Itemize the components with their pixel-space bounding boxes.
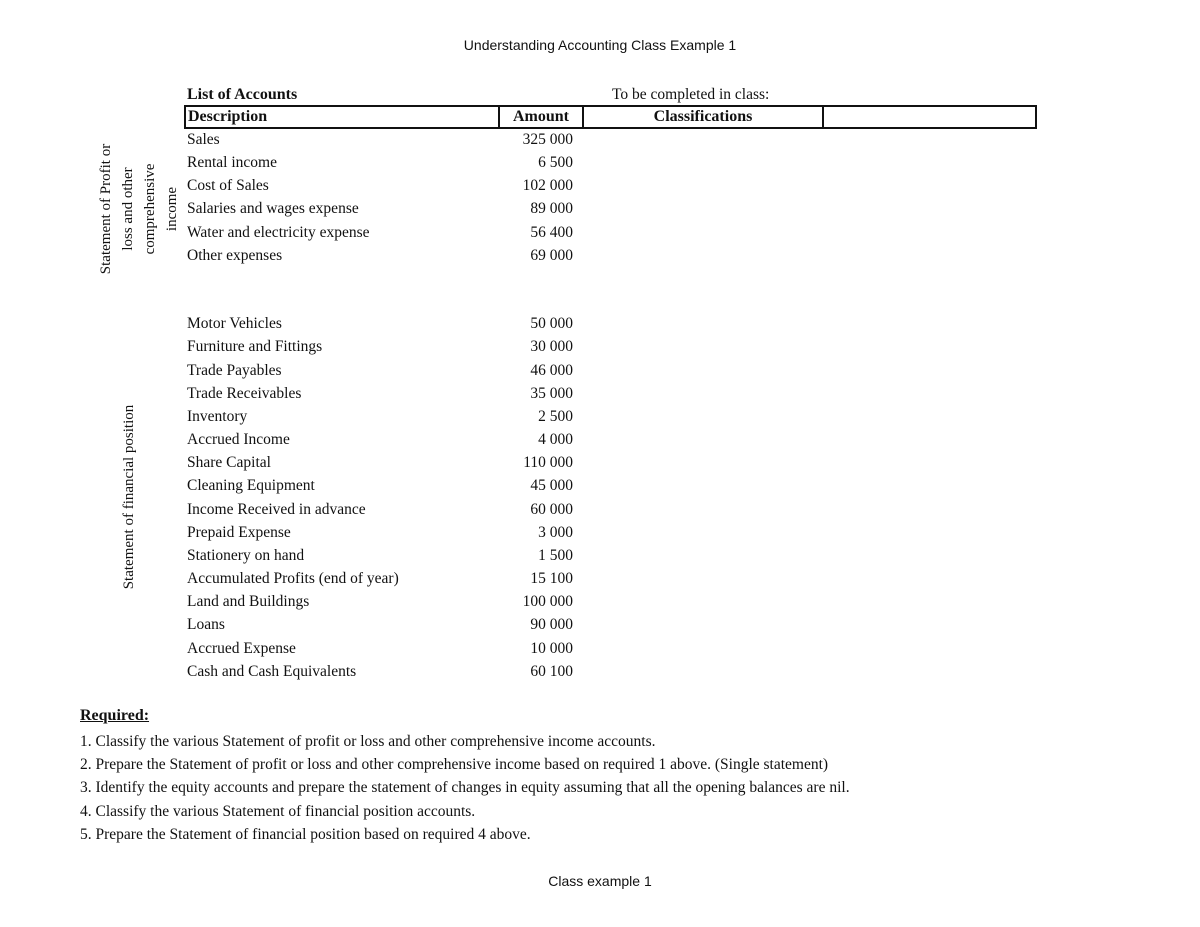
account-description: Rental income xyxy=(187,154,277,171)
account-amount: 102 000 xyxy=(522,177,573,194)
account-amount: 110 000 xyxy=(523,454,573,471)
table-row xyxy=(187,129,587,151)
account-description: Trade Payables xyxy=(187,362,282,379)
page-header-title: Understanding Accounting Class Example 1 xyxy=(463,37,737,53)
account-description: Prepaid Expense xyxy=(187,524,291,541)
account-amount: 325 000 xyxy=(522,131,573,148)
account-amount: 4 000 xyxy=(538,431,573,448)
table-row xyxy=(187,198,587,220)
account-description: Stationery on hand xyxy=(187,547,305,564)
table-row xyxy=(187,591,587,613)
account-amount: 90 000 xyxy=(530,616,573,633)
required-item: 2. Prepare the Statement of profit or loss and other comprehensive income based on required 1 above. (Single statement) xyxy=(80,756,829,774)
account-description: Accumulated Profits (end of year) xyxy=(187,570,399,587)
column-header-extra xyxy=(824,107,1035,127)
account-amount: 6 500 xyxy=(538,154,573,171)
account-description: Cost of Sales xyxy=(187,177,269,194)
account-amount: 1 500 xyxy=(538,547,573,564)
table-row xyxy=(187,614,587,636)
account-description: Motor Vehicles xyxy=(187,315,282,332)
to-be-completed-note: To be completed in class: xyxy=(612,86,770,103)
account-description: Trade Receivables xyxy=(187,385,302,402)
table-row xyxy=(187,222,587,244)
column-header-classifications: Classifications xyxy=(584,107,824,127)
table-row xyxy=(187,638,587,660)
table-row xyxy=(187,336,587,358)
table-row xyxy=(187,383,587,405)
account-amount: 46 000 xyxy=(530,362,573,379)
required-item: 5. Prepare the Statement of financial position based on required 4 above. xyxy=(80,825,531,843)
table-row xyxy=(187,499,587,521)
column-header-description: Description xyxy=(186,107,500,127)
side-label-line: comprehensive xyxy=(142,163,158,255)
table-row xyxy=(187,406,587,428)
table-row xyxy=(187,175,587,197)
account-amount: 45 000 xyxy=(530,477,573,494)
required-item: 4. Classify the various Statement of financial position accounts. xyxy=(80,802,476,820)
account-description: Furniture and Fittings xyxy=(187,338,323,355)
account-description: Accrued Income xyxy=(187,431,290,448)
table-header-row xyxy=(184,105,1037,129)
account-amount: 60 100 xyxy=(530,663,573,680)
list-of-accounts-title: List of Accounts xyxy=(187,86,298,103)
side-label-line: income xyxy=(164,186,180,232)
table-row xyxy=(187,568,587,590)
required-list xyxy=(80,730,850,846)
account-description: Accrued Expense xyxy=(187,640,296,657)
side-label-line: Statement of Profit or xyxy=(98,143,114,275)
account-description: Cleaning Equipment xyxy=(187,477,315,494)
account-amount: 30 000 xyxy=(530,338,573,355)
account-description: Loans xyxy=(187,616,225,633)
table-row xyxy=(187,545,587,567)
required-item: 3. Identify the equity accounts and prepare the statement of changes in equity assuming that all the opening balances are nil. xyxy=(80,779,850,797)
account-amount: 60 000 xyxy=(530,501,573,518)
side-label-profit-loss xyxy=(95,129,185,289)
account-amount: 3 000 xyxy=(538,524,573,541)
table-row xyxy=(187,360,587,382)
account-amount: 15 100 xyxy=(530,570,573,587)
table-row xyxy=(187,245,587,267)
account-description: Sales xyxy=(187,131,220,148)
account-amount: 89 000 xyxy=(530,200,573,217)
account-amount: 100 000 xyxy=(522,593,573,610)
account-description: Other expenses xyxy=(187,247,283,264)
account-amount: 69 000 xyxy=(530,247,573,264)
column-header-amount: Amount xyxy=(500,107,584,127)
account-description: Share Capital xyxy=(187,454,271,471)
required-heading: Required: xyxy=(80,707,150,724)
account-amount: 56 400 xyxy=(530,224,573,241)
table-row xyxy=(187,522,587,544)
account-description: Cash and Cash Equivalents xyxy=(187,663,357,680)
account-amount: 35 000 xyxy=(530,385,573,402)
account-description: Inventory xyxy=(187,408,248,425)
account-description: Income Received in advance xyxy=(187,501,366,518)
table-row xyxy=(187,661,587,683)
account-amount: 50 000 xyxy=(530,315,573,332)
table-row xyxy=(187,313,587,335)
account-amount: 2 500 xyxy=(538,408,573,425)
table-row xyxy=(187,429,587,451)
side-label-line: loss and other xyxy=(120,167,136,251)
table-row xyxy=(187,452,587,474)
table-row xyxy=(187,475,587,497)
account-description: Water and electricity expense xyxy=(187,224,370,241)
account-amount: 10 000 xyxy=(530,640,573,657)
side-label-financial-position: Statement of financial position xyxy=(121,404,137,590)
page-footer-text: Class example 1 xyxy=(548,873,652,889)
table-row xyxy=(187,152,587,174)
account-description: Salaries and wages expense xyxy=(187,200,359,217)
account-description: Land and Buildings xyxy=(187,593,310,610)
required-item: 1. Classify the various Statement of profit or loss and other comprehensive income accounts. xyxy=(80,733,656,750)
